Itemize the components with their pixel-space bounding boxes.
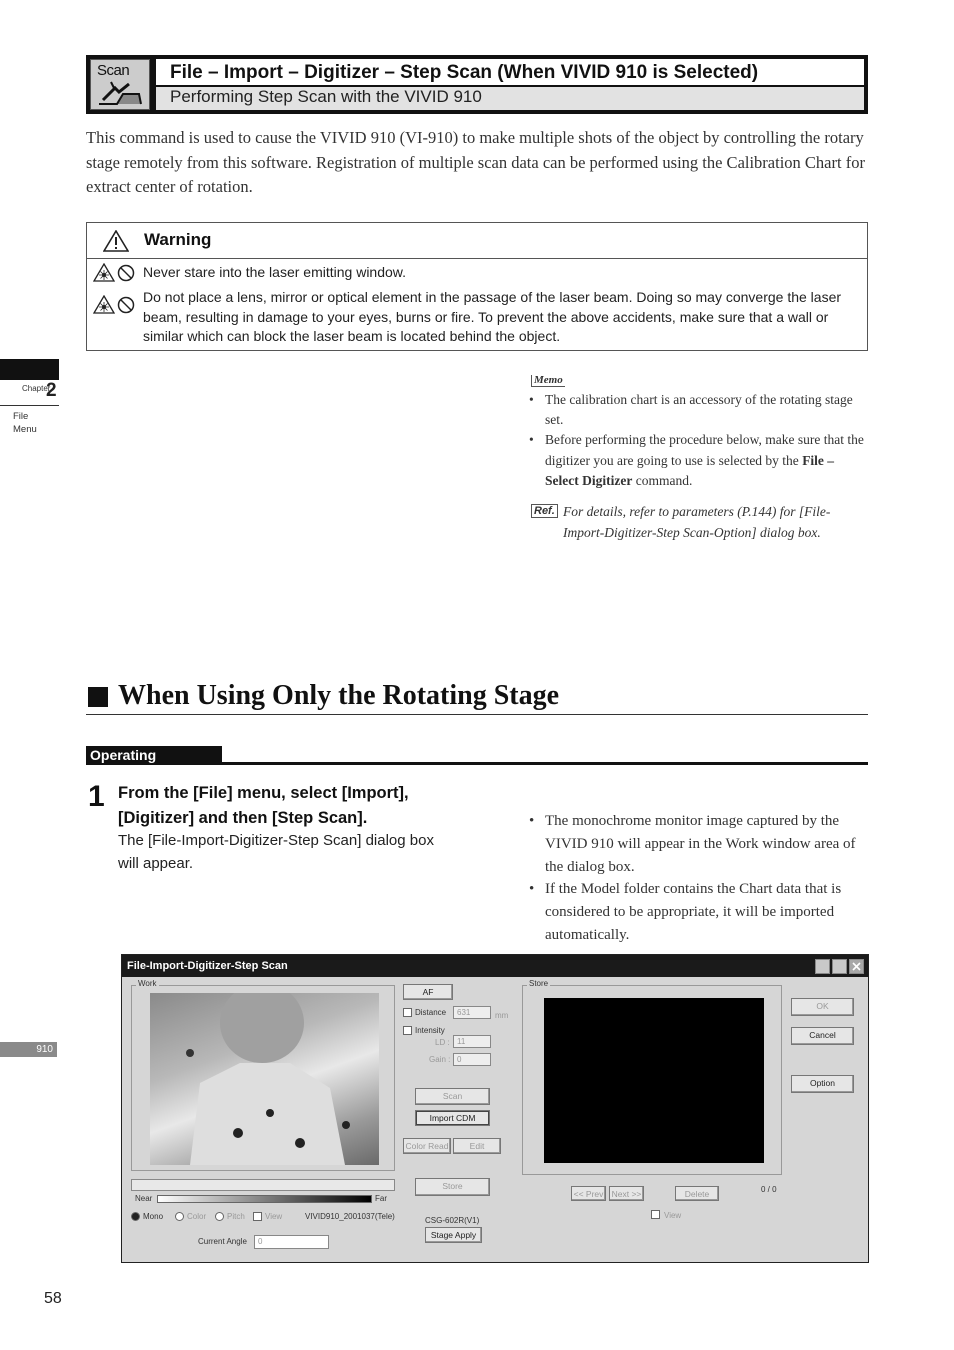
memo-list: [528, 390, 868, 491]
step-scan-dialog: [121, 954, 869, 1263]
pitch-label: Pitch: [227, 1212, 245, 1221]
work-image[interactable]: [150, 993, 379, 1165]
far-label: Far: [375, 1194, 387, 1203]
store-count: 0 / 0: [761, 1185, 777, 1194]
warning-header: [87, 223, 867, 259]
intensity-checkbox[interactable]: [403, 1026, 412, 1035]
note-item: • The monochrome monitor image captured by the VIVID 910 will appear in the Work window area of the dialog box.: [528, 810, 868, 878]
current-angle-select[interactable]: 0: [254, 1235, 329, 1249]
view-checkbox[interactable]: [253, 1212, 262, 1221]
chapter-tab: [0, 359, 59, 380]
prohibited-icon: [117, 296, 135, 314]
prohibited-icon: [117, 264, 135, 282]
operating-procedure-label: Operating Procedure: [86, 746, 222, 765]
warning-label: Warning: [144, 230, 212, 249]
work-label: Work: [138, 979, 157, 988]
edit-button[interactable]: Edit: [453, 1138, 501, 1154]
next-button[interactable]: Next >>: [609, 1186, 644, 1201]
store-view-checkbox[interactable]: [651, 1210, 660, 1219]
warning-item-1: Never stare into the laser emitting window.: [143, 264, 407, 280]
laser-icon: [93, 263, 115, 282]
ld-field[interactable]: 11: [453, 1035, 491, 1048]
step-number: 1: [88, 780, 105, 813]
color-radio[interactable]: [175, 1212, 184, 1221]
store-view-label: View: [664, 1211, 682, 1220]
import-cdm-button[interactable]: Import CDM: [415, 1110, 490, 1126]
ld-label: LD :: [435, 1038, 450, 1047]
maximize-icon[interactable]: [832, 959, 847, 974]
chapter-label: Chapter: [22, 384, 51, 393]
stage-model-label: CSG-602R(V1): [425, 1216, 480, 1225]
intro-paragraph: This command is used to cause the VIVID 910 (VI-910) to make multiple shots of the object by controlling the rotary stage remotely from this software. Registration of multiple scan data can be performed using the Calibration Chart for extract center of rotation.: [86, 128, 865, 196]
current-angle-label: Current Angle: [198, 1237, 247, 1246]
store-button[interactable]: Store: [415, 1178, 490, 1196]
scan-icon-label: Scan: [97, 62, 130, 79]
ref-text: For details, refer to parameters (P.144) for [File-Import-Digitizer-Step Scan-Option] dialog box.: [563, 504, 831, 540]
scan-icon: [90, 59, 150, 110]
section-label: File Menu: [13, 411, 37, 435]
view-label: View: [265, 1212, 283, 1221]
warning-box: [86, 222, 868, 351]
note-item: • If the Model folder contains the Chart data that is considered to be appropriate, it will be imported automatically.: [528, 878, 868, 946]
minimize-icon[interactable]: [815, 959, 830, 974]
warning-item-2: Do not place a lens, mirror or optical element in the passage of the laser beam. Doing so may converge the laser beam, resulting in damage to your eyes, burns or fire. To prevent the above accidents, make sure that a wall or similar which can block the laser beam is located behind the object.: [143, 289, 842, 344]
memo-item: • The calibration chart is an accessory of the rotating stage set.: [528, 390, 868, 430]
step-title: From the [File] menu, select [Import], [Digitizer] and then [Step Scan].: [118, 784, 409, 827]
option-button[interactable]: Option: [791, 1075, 854, 1093]
color-read-button[interactable]: Color Read: [403, 1138, 451, 1154]
side-divider: [0, 405, 59, 406]
intensity-label: Intensity: [415, 1026, 445, 1035]
distance-field[interactable]: 631: [453, 1006, 491, 1019]
color-label: Color: [187, 1212, 207, 1221]
gain-label: Gain :: [429, 1055, 451, 1064]
laser-icon: [93, 295, 115, 314]
store-label: Store: [529, 979, 549, 988]
step-description: The [File-Import-Digitizer-Step Scan] dialog box will appear.: [118, 832, 434, 872]
warning-triangle-icon: [103, 230, 129, 252]
device-label: VIVID910_2001037(Tele): [305, 1212, 395, 1221]
ok-button[interactable]: OK: [791, 998, 854, 1016]
page-subtitle: Performing Step Scan with the VIVID 910: [156, 87, 864, 110]
dialog-title: File-Import-Digitizer-Step Scan: [122, 955, 868, 977]
prev-button[interactable]: << Prev: [571, 1186, 606, 1201]
scan-button[interactable]: Scan: [415, 1088, 490, 1105]
ref-icon: Ref.: [531, 504, 558, 518]
mono-radio[interactable]: [131, 1212, 140, 1221]
heading-square-icon: [88, 687, 108, 707]
gain-select[interactable]: 0: [453, 1053, 491, 1066]
page-number: 58: [44, 1290, 62, 1307]
pitch-radio[interactable]: [215, 1212, 224, 1221]
chapter-number: 2: [46, 380, 57, 401]
mono-label: Mono: [143, 1212, 164, 1221]
near-label: Near: [135, 1194, 153, 1203]
cancel-button[interactable]: Cancel: [791, 1027, 854, 1045]
close-icon[interactable]: [849, 959, 864, 974]
distance-checkbox[interactable]: [403, 1008, 412, 1017]
memo-icon: Memo: [531, 375, 565, 387]
section-heading: When Using Only the Rotating Stage: [86, 680, 868, 715]
delete-button[interactable]: Delete: [675, 1186, 719, 1201]
model-tab: 910: [0, 1042, 57, 1057]
page-title: File – Import – Digitizer – Step Scan (When VIVID 910 is Selected): [156, 59, 864, 85]
distance-label: Distance: [415, 1008, 447, 1017]
near-far-gradient: [157, 1195, 372, 1203]
memo-item: • Before performing the procedure below, make sure that the digitizer you are going to use is selected by the File – Select Digitizer command.: [528, 430, 868, 491]
distance-unit: mm: [495, 1011, 509, 1020]
store-preview[interactable]: [544, 998, 764, 1163]
stage-apply-button[interactable]: Stage Apply: [425, 1227, 482, 1243]
notes-list: [528, 810, 868, 947]
af-button[interactable]: AF: [403, 984, 453, 1000]
work-scrollbar[interactable]: [131, 1179, 395, 1191]
